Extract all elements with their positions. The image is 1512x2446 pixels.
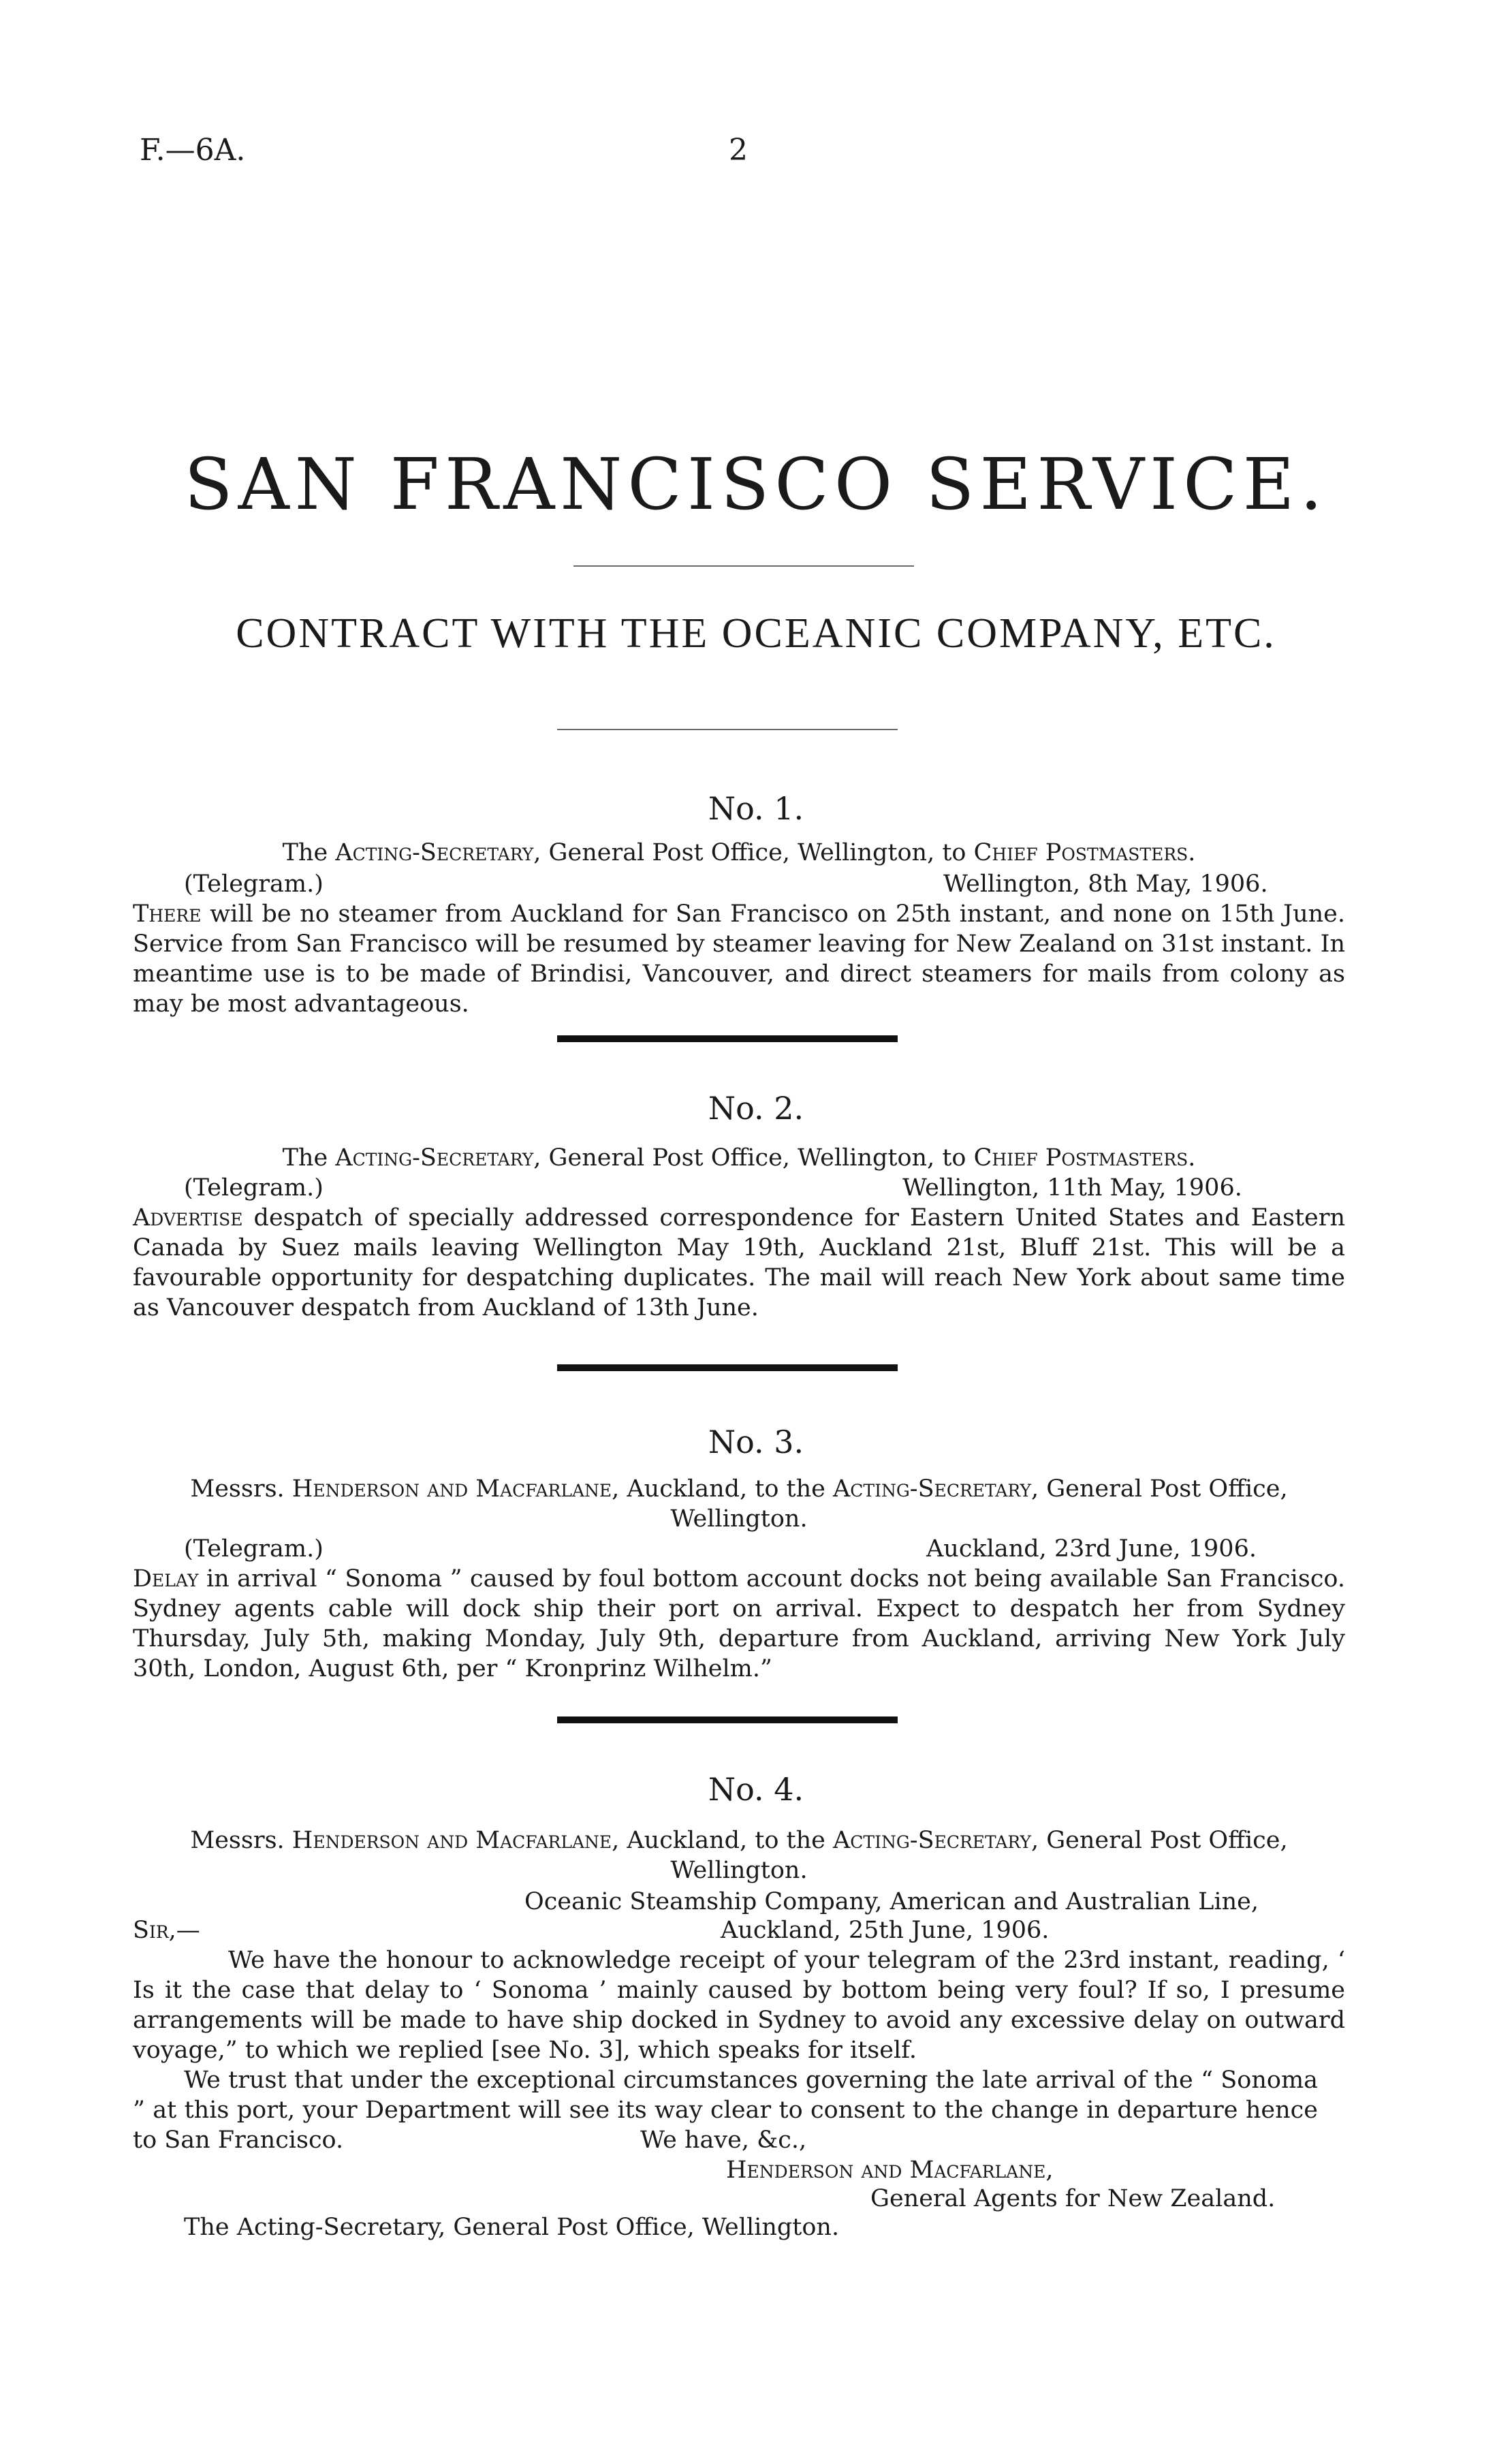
address-text: The — [282, 1144, 336, 1172]
message-type: (Telegram.) — [184, 1535, 324, 1563]
address-recipient: Acting-Secretary — [832, 1475, 1031, 1503]
message-text: despatch of specially addressed correspondence for Eastern United States and Eastern Canada by Suez mails leaving Wellington May 19th, Auckland 21st, Bluff 21st. This will be a favourable opportunity for despatching duplicates. The mail will reach New York about same time as Vancouver despatch from Auckland of 13th June. — [133, 1204, 1345, 1321]
place-date: Auckland, 23rd June, 1906. — [926, 1535, 1257, 1563]
address-text: , Auckland, to the — [612, 1475, 833, 1503]
address-sender: Acting-Secretary — [335, 1144, 534, 1172]
title-divider — [573, 565, 914, 567]
letterhead: Oceanic Steamship Company, American and Australian Line, — [524, 1888, 1259, 1915]
place-date: Wellington, 8th May, 1906. — [943, 871, 1268, 898]
address-sender: Henderson and Macfarlane — [292, 1827, 612, 1854]
place-date: Wellington, 11th May, 1906. — [902, 1174, 1242, 1202]
section-address — [133, 838, 1345, 868]
address-text: . — [1188, 839, 1196, 866]
section-number: No. 4. — [708, 1771, 804, 1808]
page-title: SAN FRANCISCO SERVICE. — [184, 443, 1328, 526]
message-type: (Telegram.) — [184, 871, 324, 898]
letter-paragraph: We have the honour to acknowledge receipt of your telegram of the 23rd instant, reading, ‘ Is it the case that delay to ‘ Sonoma ’ mainly caused by bottom being very foul? If so, I presume arrangements will be made to have ship docked in Sydney to avoid any excessive delay on outward voyage,” to which we replied [see No. 3], which speaks for itself. — [133, 1947, 1345, 2064]
message-body — [133, 899, 1345, 1019]
section-divider — [557, 1035, 898, 1042]
address-text: . — [1188, 1144, 1196, 1172]
section-address — [133, 1474, 1345, 1534]
letter-signatory: Henderson and Macfarlane, — [726, 2157, 1054, 2184]
document-reference: F.—6A. — [140, 133, 246, 168]
subtitle-divider — [557, 729, 898, 730]
letter-closing: We have, &c., — [640, 2127, 807, 2154]
section-divider — [557, 1364, 898, 1371]
section-number: No. 3. — [708, 1424, 804, 1460]
message-text: will be no steamer from Auckland for San Francisco on 25th instant, and none on 15th June. Service from San Francisco will be resumed by steamer leaving for New Zealand on 31st instant. In meantime use is to be made of Brindisi, Vancouver, and direct steamers for mails from colony as may be most advantageous. — [133, 900, 1345, 1018]
section-number: No. 2. — [708, 1090, 804, 1127]
section-address — [133, 1143, 1345, 1173]
signatory-title: General Agents for New Zealand. — [870, 2185, 1276, 2212]
address-text: , General Post Office, Wellington, to — [533, 839, 974, 866]
section-number: No. 1. — [708, 790, 804, 827]
address-sender: Henderson and Macfarlane — [292, 1475, 612, 1503]
message-type: (Telegram.) — [184, 1174, 324, 1202]
address-text: , General Post Office, Wellington. — [670, 1475, 1288, 1533]
address-recipient: Acting-Secretary — [832, 1827, 1031, 1854]
address-recipient: Chief Postmasters — [973, 1144, 1188, 1172]
place-date: Auckland, 25th June, 1906. — [721, 1917, 1050, 1944]
letter-paragraph: We trust that under the exceptional circumstances governing the late arrival of the “ Sonoma ” at this port, your Department will see its way clear to consent to the change in departure hence to San Francisco. — [133, 2067, 1318, 2154]
message-text: in arrival “ Sonoma ” caused by foul bottom account docks not being available San Francisco. Sydney agents cable will dock ship their port on arrival. Expect to despatch her from Sydney Thursday, July 5th, making Monday, July 9th, departure from Auckland, arriving New York July 30th, London, August 6th, per “ Kronprinz Wilhelm.” — [133, 1565, 1345, 1682]
address-text: , General Post Office, Wellington. — [670, 1827, 1288, 1884]
address-text: , Auckland, to the — [612, 1827, 833, 1854]
letter-recipient: The Acting-Secretary, General Post Office, Wellington. — [184, 2214, 840, 2241]
message-lead-word: Advertise — [133, 1204, 243, 1232]
salutation: Sir,— — [133, 1917, 200, 1944]
section-divider — [557, 1716, 898, 1723]
page-number: 2 — [729, 133, 748, 168]
address-text: The — [282, 839, 336, 866]
message-body — [133, 1564, 1345, 1684]
address-text: , General Post Office, Wellington, to — [533, 1144, 974, 1172]
address-recipient: Chief Postmasters — [973, 839, 1188, 866]
page-subtitle: CONTRACT WITH THE OCEANIC COMPANY, ETC. — [236, 610, 1276, 657]
address-sender: Acting-Secretary — [335, 839, 534, 866]
address-text: Messrs. — [190, 1827, 292, 1854]
section-address — [133, 1825, 1345, 1885]
message-lead-word: Delay — [133, 1565, 199, 1593]
address-text: Messrs. — [190, 1475, 292, 1503]
message-body — [133, 1203, 1345, 1323]
message-lead-word: There — [133, 900, 202, 928]
